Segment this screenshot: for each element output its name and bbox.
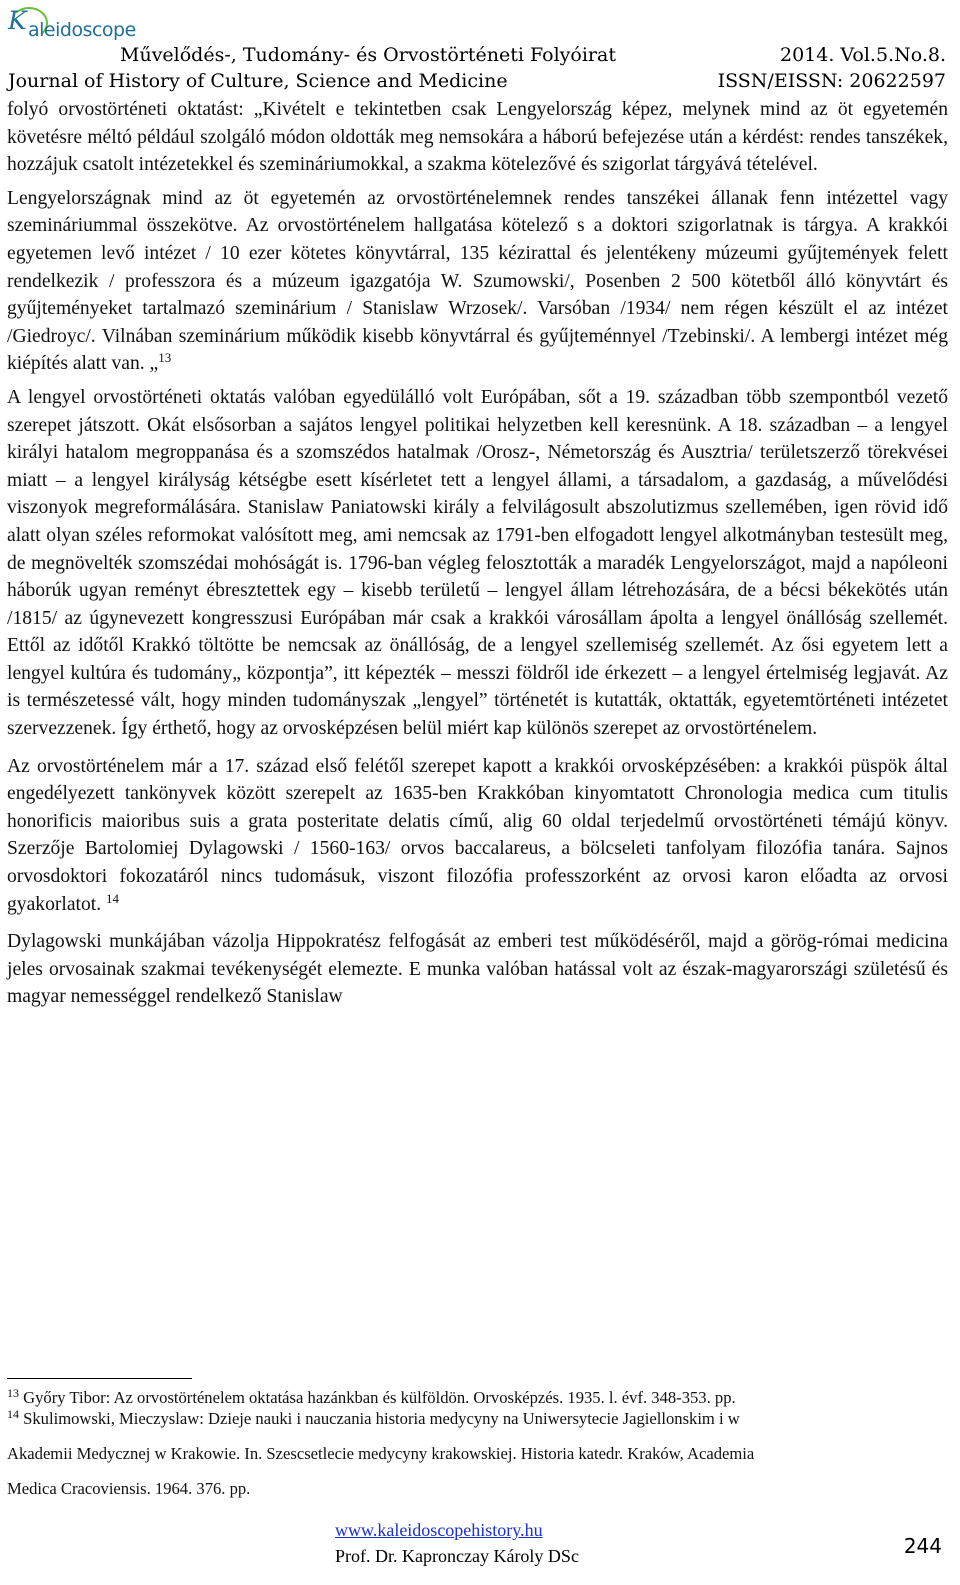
footnote-number: 13 (7, 1386, 19, 1400)
journal-title-en: Journal of History of Culture, Science and Medicine (8, 70, 508, 92)
journal-title-hu: Művelődés-, Tudomány- és Orvostörténeti Folyóirat (120, 44, 616, 66)
paragraph (7, 753, 948, 919)
footnotes (7, 1387, 948, 1499)
paragraph-text: folyó orvostörténeti oktatást: „Kivételt e tekintetben csak Lengyelország képez, melynek mind az öt egyetemén követésre méltó például szolgáló módon oldották meg nemsokára a háború befejezése után a kérdést: rendes tanszékek, hozzájuk csatolt intézetekkel és szemináriumokkal, a szakma kötelezővé és szigorlat tárgyává tételével. (7, 99, 948, 176)
paragraph-text: Lengyelországnak mind az öt egyetemén az orvostörténelemnek rendes tanszékei állanak fenn intézettel vagy szemináriummal összekötve. Az orvostörténelem hallgatása kötelező s a doktori szigorlatnak is tárgya. A krakkói egyetemen levő intézet / 10 ezer kötetes könyvtárral, 135 kézirattal és jelentékeny múzeumi gyűjtemények felett rendelkezik / professzora és a múzeum igazgatója W. Szumowski/, Posenben 2 500 kötetből álló könyvtárt és gyűjteményeket tartalmazó szeminárium / Stanislaw Wrzosek/. Varsóban /1934/ nem régen készült el az intézet /Giedroyc/. Vilnában szeminárium működik kisebb könyvtárral és gyűjteménnyel /Tzebinski/. A lembergi intézet még kiépítés alatt van. „ (7, 187, 948, 375)
paragraph (7, 96, 948, 179)
footnote-divider (7, 1378, 192, 1379)
paragraph (7, 185, 948, 378)
page-number: 244 (903, 1534, 942, 1558)
website-link[interactable]: www.kaleidoscopehistory.hu (335, 1520, 543, 1540)
footnote-14-continued: Akademii Medycznej w Krakowie. In. Szescsetlecie medycyny krakowskiej. Historia katedr. Kraków, Academia (7, 1444, 755, 1463)
paragraph-text: Dylagowski munkájában vázolja Hippokratész felfogását az emberi test működéséről, majd a görög-római medicina jeles orvosainak szakmai tevékenységét elemezte. E munka valóban hatással volt az észak-magyarországi születésű és magyar nemességgel rendelkező Stanislaw (7, 931, 948, 1008)
footnote-14-continued: Medica Cracoviensis. 1964. 376. pp. (7, 1479, 251, 1498)
article-body (7, 96, 948, 1021)
footer-author: Prof. Dr. Kapronczay Károly DSc (335, 1546, 579, 1566)
paragraph-text: Az orvostörténelem már a 17. század első felétől szerepet kapott a krakkói orvosképzésében: a krakkói püspök által engedélyezett tankönyvek között szerepelt az 1635-ben Krakkóban kinyomtatott Chronologia medica cum titulis honorificis maioribus suis a grata posteritate delatis című, alig 60 oldal terjedelmű orvostörténeti témájú könyv. Szerzője Bartolomiej Dylagowski / 1560-163/ orvos baccalareus, a bölcseleti tanfolyam filozófia tanára. Sajnos orvosdoktori fokozatáról nincs tudomásuk, viszont filozófia professzorként az orvosi karon előadta az orvosi gyakorlatot. (7, 755, 948, 915)
paragraph (7, 384, 948, 743)
footnote-14 (7, 1408, 948, 1429)
footnote-ref[interactable]: 13 (158, 350, 172, 366)
footnote-ref[interactable]: 14 (106, 890, 120, 906)
logo-text: aleidoscope (28, 19, 136, 41)
paragraph (7, 928, 948, 1011)
footnote-number: 14 (7, 1407, 19, 1421)
paragraph-text: A lengyel orvostörténeti oktatás valóban egyedülálló volt Európában, sőt a 19. században több szempontból vezető szerepet játszott. Okát elsősorban a sajátos lengyel politikai helyzetben kell keresnünk. A 18. században – a lengyel királyi hatalom megroppanása és a szomszédos hatalmak /Orosz-, Németország és Ausztria/ területszerző törekvései miatt – a lengyel királyság kétségbe esett kísérletet tett a lengyel állami, a társadalom, a gazdaság, a művelődési viszonyok megreformálására. Stanislaw Paniatowski király a felvilágosult abszolutizmus szellemében, igen rövid idő alatt olyan széles reformokat valósított meg, ami nemcsak az 1791-ben elfogadott lengyel alkotmányban testesült meg, de megnövelték szomszédai mohóságát is. 1796-ban végleg felosztották a maradék Lengyelországot, majd a napóleoni háborúk ugyan reményt ébresztettek egy – kisebb területű – lengyel állam létrehozására, de a bécsi békekötés után /1815/ az úgynevezett kongresszusi Európában már csak a krakkói városállam ápolta a lengyel önállóság szellemét. Ettől az időtől Krakkó töltötte be nemcsak az önállóság, de a lengyel szellemiség szellemét. Az ősi egyetem lett a lengyel kultúra és tudomány„ központja”, itt képezték – messzi földről ide érkezett – a lengyel értelmiség legjavát. Az is természetessé vált, hogy minden tudományszak „lengyel” történetét is kutatták, oktatták, egyetemtörténeti intézetet szervezzenek. Így érthető, hogy az orvosképzésen belül miért kap különös szerepet az orvostörténelem. (7, 386, 948, 740)
kaleidoscope-logo[interactable] (8, 6, 136, 46)
footnote-text: Skulimowski, Mieczyslaw: Dzieje nauki i nauczania historia medycyny na Uniwersytecie Jagiellonskim i w (23, 1409, 740, 1428)
logo-letter: K (8, 6, 27, 35)
issue-info: 2014. Vol.5.No.8. (780, 44, 946, 66)
issn-info: ISSN/EISSN: 20622597 (717, 70, 946, 92)
page-header (0, 0, 960, 100)
footnote-text: Győry Tibor: Az orvostörténelem oktatása hazánkban és külföldön. Orvosképzés. 1935. l. évf. 348-353. pp. (23, 1388, 736, 1407)
footnote-13 (7, 1387, 948, 1408)
